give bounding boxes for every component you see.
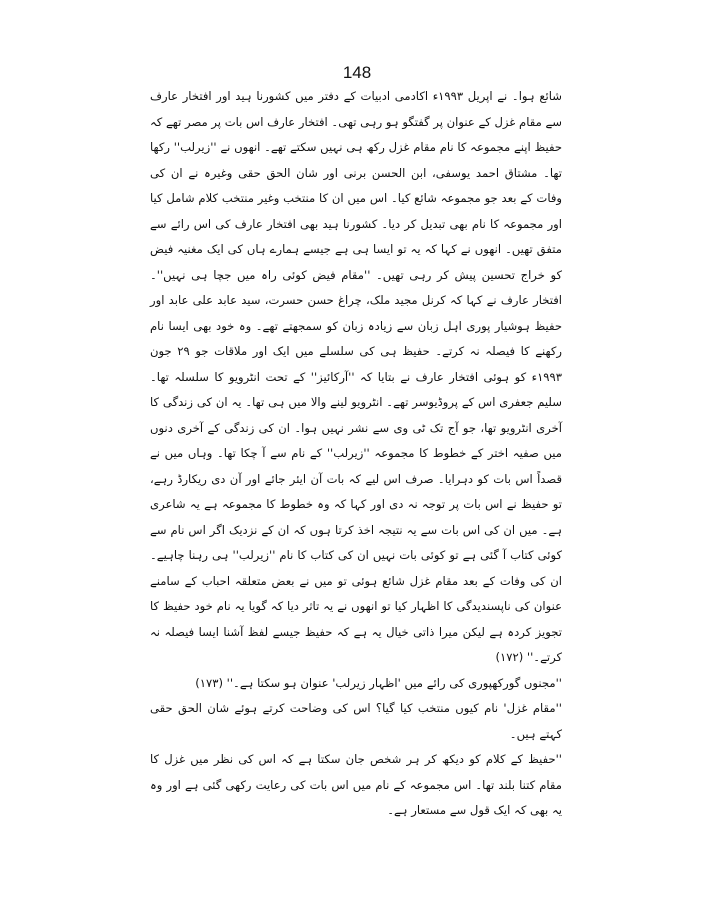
paragraph-main: شائع ہوا۔ نے اپریل ۱۹۹۳ء اکادمی ادبیات کے دفتر میں کشورنا ہید اور افتخار عارف سے مقام غزل کے عنوان پر گفتگو ہو رہی تھی۔ افتخار عارف اس بات پر مصر تھے کہ حفیظ اپنے مجموعہ کا نام مقام غزل رکھ ہی نہیں سکتے تھے۔ انھوں نے ''زیرلب'' رکھا تھا۔ مشتاق احمد یوسفی، ابن الحسن برنی اور شان الحق حقی وغیرہ نے ان کی وفات کے بعد جو مجموعہ شائع کیا۔ اس میں ان کا منتخب وغیر منتخب کلام شامل کیا اور مجموعہ کا نام بھی تبدیل کر دیا۔ کشورنا ہید بھی افتخار عارف کی اس رائے سے متفق تھیں۔ انھوں نے کہا کہ یہ تو ایسا ہی ہے جیسے ہمارے ہاں کی ایک مغنیہ فیض کو خراج تحسین پیش کر رہی تھیں۔ ''مقام فیض کوئی راہ میں جچا ہی نہیں''۔ افتخار عارف نے کہا کہ کرنل مجید ملک، چراغ حسن حسرت، سید عابد علی عابد اور حفیظ ہوشیار پوری اہل زبان سے زیادہ زبان کو سمجھتے تھے۔ وہ خود بھی ایسا نام رکھنے کا فیصلہ نہ کرتے۔ حفیظ ہی کی سلسلے میں ایک اور ملاقات جو ۲۹ جون ۱۹۹۳ء کو ہوئی افتخار عارف نے بتایا کہ ''آرکائیز'' کے تحت انٹرویو کا سلسلہ تھا۔ سلیم جعفری اس کے پروڈیوسر تھے۔ انٹرویو لینے والا میں ہی تھا۔ یہ ان کی زندگی کا آخری انٹرویو تھا، جو آج تک ٹی وی سے نشر نہیں ہوا۔ ان کی زندگی کے آخری دنوں میں صفیہ اختر کے خطوط کا مجموعہ ''زیرلب'' کے نام سے آ چکا تھا۔ وہاں میں نے قصداً اس بات کو دہرایا۔ صرف اس لیے کہ بات آن ایئر جائے اور آن دی ریکارڈ رہے، تو حفیظ نے اس بات پر توجہ نہ دی اور کہا کہ وہ خطوط کا مجموعہ ہے یہ شاعری ہے۔ میں ان کی اس بات سے یہ نتیجہ اخذ کرتا ہوں کہ ان کے نزدیک اگر اس نام سے کوئی کتاب آ گئی ہے تو کوئی بات نہیں ان کی کتاب کا نام ''زیرلب'' ہی رہنا چاہیے۔ ان کی وفات کے بعد مقام غزل شائع ہوئی تو میں نے بعض متعلقہ احباب کے سامنے عنوان کی ناپسندیدگی کا اظہار کیا تو انھوں نے یہ تاثر دیا کہ گویا یہ نام خود حفیظ کا تجویز کردہ ہے لیکن میرا ذاتی خیال یہ ہے کہ حفیظ جیسے لفظ آشنا ایسا فیصلہ نہ کرتے۔'' (۱۷۲) (150, 89, 562, 664)
paragraph-quote-haqqi: ''حفیظ کے کلام کو دیکھ کر ہر شخص جان سکتا ہے کہ اس کی نظر میں غزل کا مقام کتنا بلند تھا۔ اس مجموعہ کے نام میں اس بات کی رعایت رکھی گئی ہے اور وہ یہ بھی کہ ایک قول سے مستعار ہے۔ (150, 752, 562, 817)
paragraph-quote-majnoon: ''مجنوں گورکھپوری کی رائے میں 'اظہار زیرلب' عنوان ہو سکتا ہے۔'' (۱۷۳) (195, 675, 562, 690)
page-number: 148 (342, 63, 372, 82)
body-text (150, 84, 562, 824)
paragraph-question: ''مقام غزل' نام کیوں منتخب کیا گیا؟ اس کی وضاحت کرتے ہوئے شان الحق حقی کہتے ہیں۔ (150, 701, 562, 741)
